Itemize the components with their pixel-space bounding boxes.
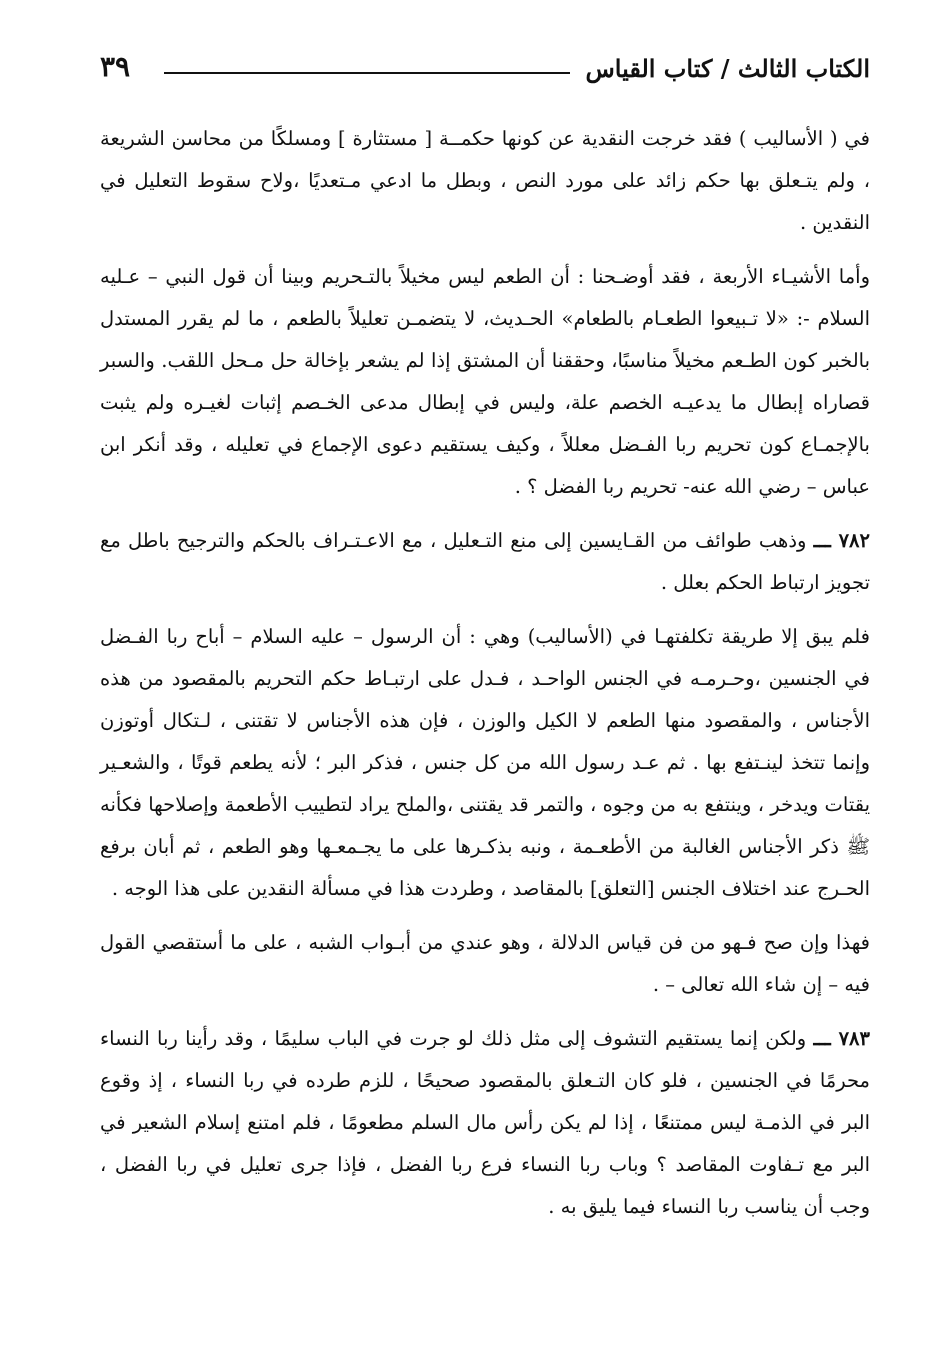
paragraph-text: ولكن إنما يستقيم التشوف إلى مثل ذلك لو جرت في الباب سليمًا ، وقد رأينا ربا النساء محرمًا في الجنسين ، فلو كان التـعلق بالمقصود صحيحًا ، للزم طرده في ربا النساء ، إذ وقوع البر في الذمـة ليس ممتنعًا ، إذا لم يكن رأس مال السلم مطعومًا ، فلم امتنع إسلام الشعير في البر مع تـفاوت المقاصد ؟ وباب ربا النساء فرع ربا الفضل ، فإذا جرى تعليل في ربا الفضل ، وجب أن يناسب ربا النساء فيما يليق به . xyxy=(100,1027,870,1218)
paragraph-2 xyxy=(100,256,870,508)
page-header xyxy=(100,44,870,94)
page-number: ٣٩ xyxy=(100,50,131,83)
paragraph-text: فلم يبق إلا طريقة تكلفتهـا في (الأساليب) وهي : أن الرسول – عليه السلام – أباح ربا الفـضل في الجنسين ،وحـرمـه في الجنس الواحـد ، فـدل على ارتبـاط حكم التحريم بالمقصود من هذه الأجناس ، والمقصود منها الطعم لا الكيل والوزن ، فإن هذه الأجناس لا تقتنى ، لـتكال أوتوزن وإنما تتخذ لينـتفع بها . ثم عـد رسول الله من كل جنس ، فذكر البر ؛ لأنه يطعم قوتًا ، والشعـير يقتات ويدخر ، وينتفع به من وجوه ، والتمر قد يقتنى ،والملح يراد لتطييب الأطعمة وإصلاحها فكأنه ﷺ ذكر الأجناس الغالبة من الأطعـمة ، ونبه بذكـرها على ما يجـمعـها وهو الطعم ، ثم أبان برفع الحـرج عند اختلاف الجنس [التعلق] بالمقاصد ، وطردت هذا في مسألة النقدين على هذا الوجه . xyxy=(100,625,870,900)
paragraph-5 xyxy=(100,922,870,1006)
paragraph-text: وذهب طوائف من القـايسين إلى منع التـعليل ، مع الاعـتـراف بالحكم والترجيح باطل مع تجويز ارتباط الحكم بعلل . xyxy=(100,529,870,594)
header-rule xyxy=(164,72,570,74)
running-title: الكتاب الثالث / كتاب القياس xyxy=(585,54,870,83)
paragraph-number: ٧٨٢ ـــ xyxy=(813,529,870,552)
paragraph-text: في ( الأساليب ) فقد خرجت النقدية عن كونها حكمــة [ مستثارة ] ومسلكًا من محاسن الشريعة ، ولم يتـعلق بها حكم زائد على مورد النص ، وبطل ما ادعي مـتعديًا ،ولاح سقوط التعليل في النقدين . xyxy=(100,127,870,234)
body-text xyxy=(100,118,870,1232)
paragraph-782 xyxy=(100,520,870,604)
paragraph-4 xyxy=(100,616,870,910)
paragraph-1 xyxy=(100,118,870,244)
paragraph-text: وأما الأشيـاء الأربعة ، فقد أوضـحنا : أن الطعم ليس مخيلاً بالتـحريم وبينا أن قول النبي – عـليه السلام -: «لا تـبيعوا الطعـام بالطعام» الحـديث، لا يتضمـن تعليلاً بالطعم ، ما لم يقرر المستدل بالخبر كون الطـعم مخيلاً مناسبًا، وحققنا أن المشتق إذا لم يشعر بإخالة حل مـحل اللقب. والسبر قصاراه إبطال ما يدعيـه الخصم علة، وليس في إبطال مدعى الخـصم إثبات لغيـره ولم يثبت بالإجمـاع كون تحريم ربا الفـضل معللاً ، وكيف يستقيم دعوى الإجماع في تعليله ، وقد أنكر ابن عباس – رضي الله عنه- تحريم ربا الفضل ؟ . xyxy=(100,265,870,498)
paragraph-text: فهذا وإن صح فـهو من فن قياس الدلالة ، وهو عندي من أبـواب الشبه ، على ما أستقصي القول فيه – إن شاء الله تعالى – . xyxy=(100,931,870,996)
paragraph-783 xyxy=(100,1018,870,1228)
paragraph-number: ٧٨٣ ـــ xyxy=(813,1027,870,1050)
